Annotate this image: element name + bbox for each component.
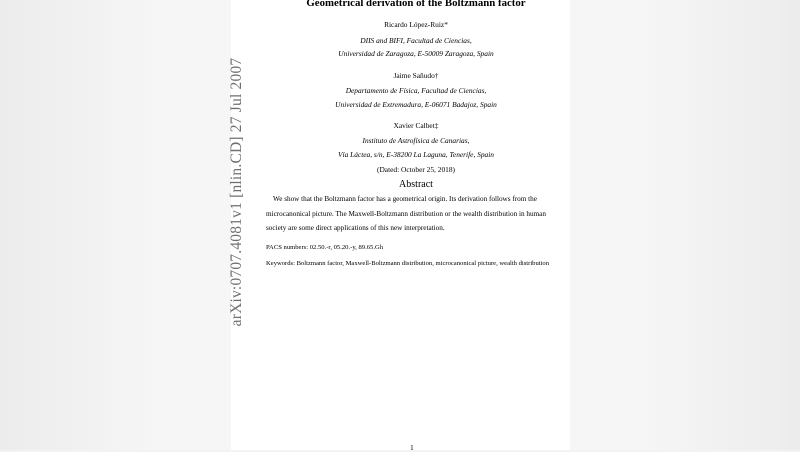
author-name: Xavier Calbet‡	[393, 121, 439, 130]
author-affiliation: Universidad de Extremadura, E-06071 Badajoz, Spain	[335, 100, 497, 109]
abstract-heading: Abstract	[399, 179, 433, 190]
author-affiliation: DIIS and BIFI, Facultad de Ciencias,	[360, 36, 472, 45]
author-affiliation: Universidad de Zaragoza, E-50009 Zaragoza, Spain	[338, 49, 494, 58]
author-affiliation: Vía Láctea, s/n, E-38200 La Laguna, Tenerife, Spain	[338, 150, 494, 159]
paper-title: Geometrical derivation of the Boltzmann factor	[306, 0, 526, 9]
page-number: 1	[410, 443, 414, 452]
author-affiliation: Instituto de Astrofísica de Canarias,	[362, 136, 470, 145]
arxiv-identifier: arXiv:0707.4081v1 [nlin.CD] 27 Jul 2007	[228, 57, 245, 327]
abstract-line: society are some direct applications of this new interpretation.	[266, 224, 445, 232]
abstract-line: We show that the Boltzmann factor has a geometrical origin. Its derivation follows from the	[273, 195, 537, 203]
pacs-numbers: PACS numbers: 02.50.-r, 05.20.-y, 89.65.Gh	[266, 244, 384, 251]
keywords: Keywords: Boltzmann factor, Maxwell-Boltzmann distribution, microcanonical picture, wealth distribution	[266, 260, 550, 267]
author-affiliation: Departamento de Física, Facultad de Ciencias,	[345, 86, 487, 95]
date-line: (Dated: October 25, 2018)	[377, 165, 455, 174]
abstract-line: microcanonical picture. The Maxwell-Boltzmann distribution or the wealth distribution in human	[266, 210, 546, 218]
author-name: Jaime Sañudo†	[393, 71, 439, 80]
author-name: Ricardo López-Ruiz*	[384, 20, 448, 29]
